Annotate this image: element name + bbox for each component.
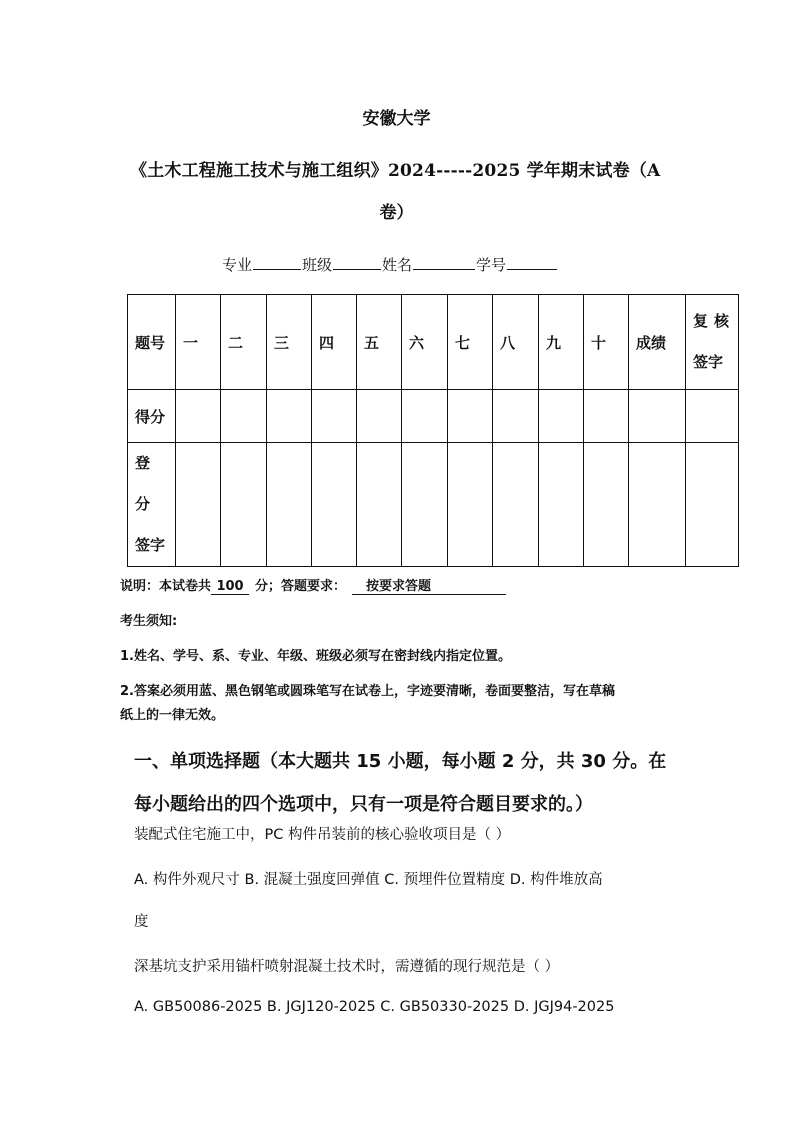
exam-variant-letter: A: [647, 161, 661, 181]
review-signature-header: [686, 295, 739, 390]
signature-cell[interactable]: [267, 443, 312, 567]
signature-cell[interactable]: [584, 443, 629, 567]
score-cell[interactable]: [493, 390, 539, 443]
notice-item-1: 1.姓名、学号、系、专业、年级、班级必须写在密封线内指定位置。: [120, 649, 511, 664]
university-title: 安徽大学: [362, 109, 431, 129]
signature-cell[interactable]: [312, 443, 357, 567]
score-table: [127, 294, 739, 567]
question-1-options-cont: 度: [134, 914, 149, 930]
column-header: 三: [267, 295, 312, 390]
id-blank[interactable]: [507, 254, 557, 270]
exam-title-line1: [130, 156, 660, 181]
question-number-header: 题号: [128, 295, 176, 390]
score-cell[interactable]: [402, 390, 448, 443]
answer-requirement: 按要求答题: [352, 575, 506, 595]
signature-cell[interactable]: [686, 443, 739, 567]
score-cell[interactable]: [584, 390, 629, 443]
column-header: 一: [176, 295, 221, 390]
recorder-signature-header: [128, 443, 176, 567]
student-info-line: [222, 254, 558, 275]
signature-cell[interactable]: [629, 443, 686, 567]
notice-title: 考生须知:: [120, 614, 178, 629]
score-cell[interactable]: [539, 390, 584, 443]
notice-item-2-line2: 纸上的一律无效。: [120, 708, 225, 723]
score-cell[interactable]: [686, 390, 739, 443]
exam-explanation: [120, 575, 506, 595]
signature-label: 签字: [135, 536, 166, 554]
signature-label: 签字: [693, 353, 724, 371]
section-title-line2: 每小题给出的四个选项中，只有一项是符合题目要求的。）: [134, 794, 593, 815]
section-title-line1: 一、单项选择题（本大题共 15 小题，每小题 2 分，共 30 分。在: [134, 751, 667, 772]
column-header: 七: [448, 295, 493, 390]
major-label: 专业: [222, 256, 253, 274]
score-cell[interactable]: [629, 390, 686, 443]
column-header: 四: [312, 295, 357, 390]
question-1-options: A. 构件外观尺寸 B. 混凝土强度回弹值 C. 预埋件位置精度 D. 构件堆放高: [134, 872, 603, 888]
table-row: [128, 390, 739, 443]
score-cell[interactable]: [448, 390, 493, 443]
question-2-stem: 深基坑支护采用锚杆喷射混凝土技术时，需遵循的现行规范是（ ）: [134, 959, 560, 975]
exam-year: 2024-----2025: [388, 161, 521, 181]
id-label: 学号: [476, 256, 507, 274]
column-header: 九: [539, 295, 584, 390]
signature-cell[interactable]: [539, 443, 584, 567]
explain-prefix: 说明：本试卷共: [120, 579, 212, 594]
name-label: 姓名: [382, 256, 413, 274]
table-row: [128, 295, 739, 390]
column-header: 八: [493, 295, 539, 390]
signature-cell[interactable]: [176, 443, 221, 567]
class-blank[interactable]: [333, 254, 381, 270]
question-2-options: A. GB50086-2025 B. JGJ120-2025 C. GB50330-2025 D. JGJ94-2025: [134, 999, 615, 1015]
score-row-header: 得分: [128, 390, 176, 443]
score-cell[interactable]: [357, 390, 402, 443]
table-row: [128, 443, 739, 567]
signature-cell[interactable]: [402, 443, 448, 567]
course-name: 《土木工程施工技术与施工组织》: [130, 161, 388, 181]
score-cell[interactable]: [267, 390, 312, 443]
record-label: 登分: [135, 454, 157, 513]
total-score-header: 成绩: [629, 295, 686, 390]
review-label: 复核: [693, 312, 736, 330]
column-header: 十: [584, 295, 629, 390]
score-cell[interactable]: [176, 390, 221, 443]
signature-cell[interactable]: [448, 443, 493, 567]
notice-item-2-line1: 2.答案必须用蓝、黑色钢笔或圆珠笔写在试卷上，字迹要清晰，卷面要整洁，写在草稿: [120, 684, 615, 699]
explain-mid: 分；答题要求：: [255, 579, 347, 594]
total-score-value: 100: [211, 579, 249, 595]
exam-title-mid: 学年期末试卷（: [520, 161, 648, 181]
score-cell[interactable]: [312, 390, 357, 443]
question-1-stem: 装配式住宅施工中，PC 构件吊装前的核心验收项目是（ ）: [134, 827, 511, 843]
column-header: 五: [357, 295, 402, 390]
exam-title-line2: 卷）: [379, 203, 414, 223]
score-cell[interactable]: [221, 390, 267, 443]
signature-cell[interactable]: [357, 443, 402, 567]
class-label: 班级: [302, 256, 333, 274]
column-header: 二: [221, 295, 267, 390]
major-blank[interactable]: [253, 254, 301, 270]
signature-cell[interactable]: [221, 443, 267, 567]
signature-cell[interactable]: [493, 443, 539, 567]
name-blank[interactable]: [413, 254, 475, 270]
column-header: 六: [402, 295, 448, 390]
